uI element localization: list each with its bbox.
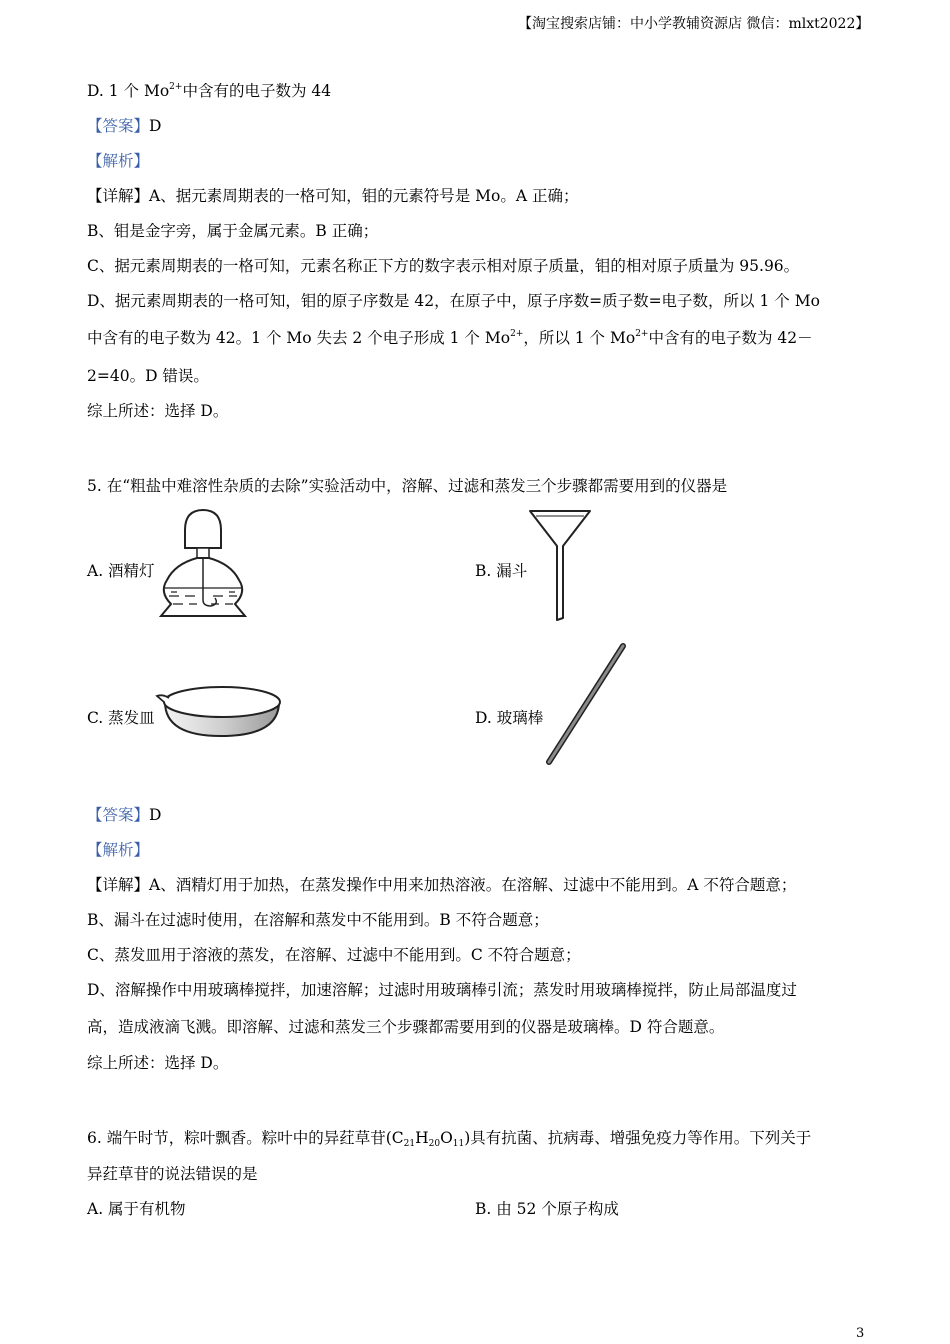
page-number: 3 [856, 1326, 865, 1341]
q6-stem-part4: )具有抗菌、抗病毒、增强免疫力等作用。下列关于 [464, 1129, 812, 1147]
q5-option-c-label: C. 蒸发皿 [87, 709, 155, 727]
q4-summary: 综上所述：选择 D。 [87, 402, 229, 420]
q5-summary: 综上所述：选择 D。 [87, 1054, 229, 1072]
q6-stem-line1 [87, 1128, 811, 1148]
q6-option-a: A. 属于有机物 [87, 1200, 186, 1218]
q4-d2-part3: 中含有的电子数为 42－ [648, 329, 813, 347]
funnel-icon [527, 508, 593, 624]
answer-label: 【答案】 [87, 806, 150, 824]
q4-detail-d3: 2=40。D 错误。 [87, 367, 209, 385]
q5-option-d-label: D. 玻璃棒 [475, 709, 544, 727]
q4-d2-sup2: 2+ [635, 329, 649, 339]
detail-label: 【详解】 [87, 876, 150, 894]
q5-analysis-label: 【解析】 [87, 841, 150, 859]
q6-sub-o: 11 [452, 1139, 465, 1149]
q4-option-d-suffix: 中含有的电子数为 44 [182, 82, 332, 100]
q4-analysis-label: 【解析】 [87, 152, 150, 170]
answer-value: D [149, 117, 162, 135]
q4-d2-sup1: 2+ [510, 329, 524, 339]
q4-answer [87, 116, 161, 136]
q4-detail-d1: D、据元素周期表的一格可知，钼的原子序数是 42，在原子中，原子序数=质子数=电子数，所以 1 个 Mo [87, 292, 820, 310]
q5-option-a-label: A. 酒精灯 [87, 562, 155, 580]
q6-sub-c: 21 [403, 1139, 416, 1149]
q5-detail-c: C、蒸发皿用于溶液的蒸发，在溶解、过滤中不能用到。C 不符合题意； [87, 946, 581, 964]
detail-text: A、据元素周期表的一格可知，钼的元素符号是 Mo。A 正确； [149, 187, 579, 205]
q5-detail-d1: D、溶解操作中用玻璃棒搅拌，加速溶解；过滤时用玻璃棒引流；蒸发时用玻璃棒搅拌，防止局部温度过 [87, 981, 797, 999]
q4-option-d [87, 81, 331, 101]
q5-detail-a [87, 875, 796, 895]
detail-label: 【详解】 [87, 187, 150, 205]
q4-detail-d2 [87, 328, 813, 348]
evaporating-dish-icon [155, 680, 285, 740]
q4-option-d-prefix: D. 1 个 Mo [87, 82, 170, 100]
answer-label: 【答案】 [87, 117, 150, 135]
q4-d2-part1: 中含有的电子数为 42。1 个 Mo 失去 2 个电子形成 1 个 Mo [87, 329, 511, 347]
q6-stem-line2: 异荭草苷的说法错误的是 [87, 1165, 258, 1183]
q5-detail-d2: 高，造成液滴飞溅。即溶解、过滤和蒸发三个步骤都需要用到的仪器是玻璃棒。D 符合题意。 [87, 1018, 725, 1036]
q6-stem-part2: H [415, 1129, 429, 1147]
q4-detail-a [87, 186, 578, 206]
q4-d2-part2: ，所以 1 个 Mo [523, 329, 636, 347]
alcohol-lamp-icon [153, 508, 253, 624]
q6-stem-part3: O [440, 1129, 453, 1147]
q4-detail-b: B、钼是金字旁，属于金属元素。B 正确； [87, 222, 379, 240]
q4-detail-c: C、据元素周期表的一格可知，元素名称正下方的数字表示相对原子质量，钼的相对原子质量为 95.96。 [87, 257, 800, 275]
q5-detail-b: B、漏斗在过滤时使用，在溶解和蒸发中不能用到。B 不符合题意； [87, 911, 549, 929]
q5-stem: 5. 在“粗盐中难溶性杂质的去除”实验活动中，溶解、过滤和蒸发三个步骤都需要用到的仪器是 [87, 477, 728, 495]
q6-option-b: B. 由 52 个原子构成 [475, 1200, 619, 1218]
q6-stem-part1: 6. 端午时节，粽叶飘香。粽叶中的异荭草苷(C [87, 1129, 404, 1147]
q4-option-d-sup: 2+ [169, 82, 183, 92]
answer-value: D [149, 806, 162, 824]
q5-answer [87, 805, 161, 825]
glass-rod-icon [543, 642, 629, 768]
page-header: 【淘宝搜索店铺：中小学教辅资源店 微信：mlxt2022】 [518, 16, 870, 32]
q5-option-b-label: B. 漏斗 [475, 562, 528, 580]
detail-text: A、酒精灯用于加热，在蒸发操作中用来加热溶液。在溶解、过滤中不能用到。A 不符合题意； [149, 876, 797, 894]
q6-sub-h: 20 [428, 1139, 441, 1149]
